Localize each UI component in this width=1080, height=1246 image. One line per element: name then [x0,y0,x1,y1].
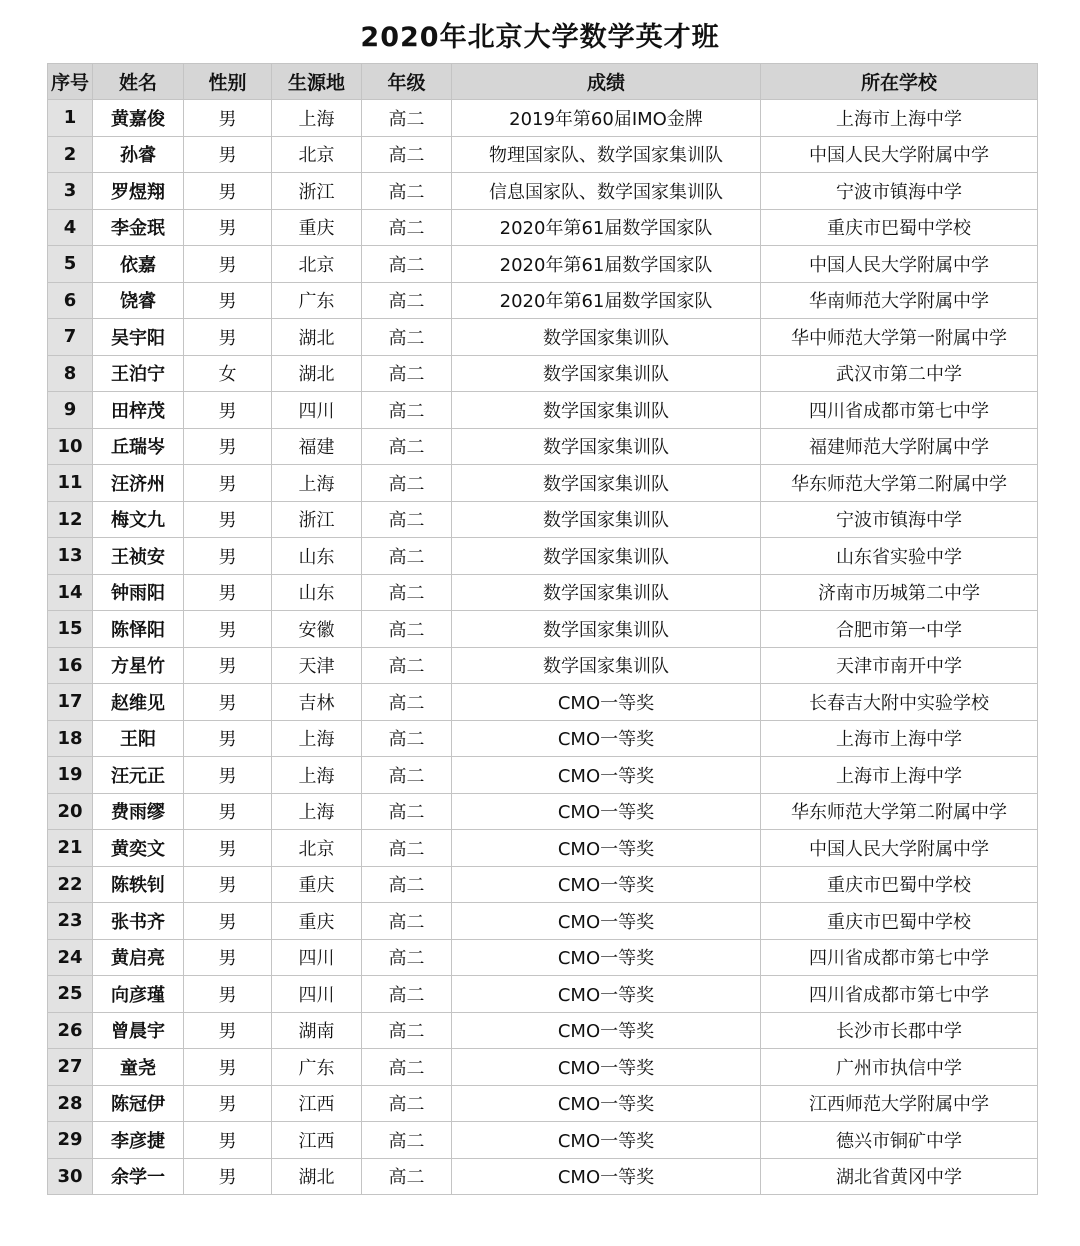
table-row [48,136,1038,173]
table-row [48,611,1038,648]
cell-grade: 高二 [362,720,452,757]
cell-gender: 男 [184,1012,272,1049]
cell-origin: 北京 [272,136,362,173]
cell-name: 费雨缪 [93,793,184,830]
table-row [48,1158,1038,1195]
cell-achievement: 数学国家集训队 [452,465,761,502]
cell-index: 1 [48,100,93,137]
cell-gender: 男 [184,100,272,137]
cell-school: 合肥市第一中学 [761,611,1038,648]
cell-gender: 男 [184,757,272,794]
cell-achievement: 数学国家集训队 [452,538,761,575]
cell-school: 上海市上海中学 [761,757,1038,794]
cell-name: 赵维见 [93,684,184,721]
cell-achievement: 数学国家集训队 [452,647,761,684]
cell-grade: 高二 [362,100,452,137]
cell-gender: 男 [184,720,272,757]
cell-school: 天津市南开中学 [761,647,1038,684]
cell-achievement: 数学国家集训队 [452,501,761,538]
cell-gender: 男 [184,209,272,246]
table-row [48,574,1038,611]
cell-origin: 浙江 [272,501,362,538]
cell-index: 15 [48,611,93,648]
cell-origin: 湖南 [272,1012,362,1049]
cell-achievement: CMO一等奖 [452,903,761,940]
cell-school: 四川省成都市第七中学 [761,976,1038,1013]
cell-origin: 北京 [272,246,362,283]
cell-achievement: 物理国家队、数学国家集训队 [452,136,761,173]
cell-school: 德兴市铜矿中学 [761,1122,1038,1159]
cell-grade: 高二 [362,538,452,575]
cell-name: 孙睿 [93,136,184,173]
cell-index: 5 [48,246,93,283]
cell-achievement: CMO一等奖 [452,1012,761,1049]
cell-origin: 上海 [272,757,362,794]
cell-index: 22 [48,866,93,903]
table-row [48,173,1038,210]
header-grade: 年级 [362,64,452,100]
cell-name: 黄启亮 [93,939,184,976]
cell-school: 重庆市巴蜀中学校 [761,903,1038,940]
cell-grade: 高二 [362,574,452,611]
cell-grade: 高二 [362,939,452,976]
cell-school: 长沙市长郡中学 [761,1012,1038,1049]
cell-name: 李彦捷 [93,1122,184,1159]
cell-gender: 男 [184,903,272,940]
cell-achievement: 数学国家集训队 [452,611,761,648]
cell-index: 16 [48,647,93,684]
cell-grade: 高二 [362,209,452,246]
header-name: 姓名 [93,64,184,100]
cell-gender: 男 [184,647,272,684]
cell-grade: 高二 [362,1122,452,1159]
cell-achievement: 信息国家队、数学国家集训队 [452,173,761,210]
cell-index: 18 [48,720,93,757]
cell-achievement: CMO一等奖 [452,720,761,757]
cell-school: 广州市执信中学 [761,1049,1038,1086]
header-school: 所在学校 [761,64,1038,100]
cell-gender: 男 [184,428,272,465]
cell-grade: 高二 [362,611,452,648]
cell-gender: 男 [184,611,272,648]
cell-index: 9 [48,392,93,429]
cell-achievement: CMO一等奖 [452,757,761,794]
cell-origin: 江西 [272,1085,362,1122]
cell-name: 梅文九 [93,501,184,538]
cell-index: 19 [48,757,93,794]
cell-school: 华东师范大学第二附属中学 [761,465,1038,502]
cell-index: 11 [48,465,93,502]
cell-name: 余学一 [93,1158,184,1195]
cell-school: 华东师范大学第二附属中学 [761,793,1038,830]
cell-school: 中国人民大学附属中学 [761,136,1038,173]
cell-grade: 高二 [362,757,452,794]
student-table [47,63,1038,1195]
cell-gender: 男 [184,830,272,867]
cell-grade: 高二 [362,903,452,940]
cell-origin: 北京 [272,830,362,867]
cell-achievement: 2020年第61届数学国家队 [452,282,761,319]
cell-gender: 男 [184,793,272,830]
cell-index: 21 [48,830,93,867]
cell-achievement: CMO一等奖 [452,793,761,830]
cell-gender: 男 [184,1122,272,1159]
cell-grade: 高二 [362,355,452,392]
cell-grade: 高二 [362,830,452,867]
cell-name: 王阳 [93,720,184,757]
cell-gender: 男 [184,574,272,611]
cell-school: 山东省实验中学 [761,538,1038,575]
cell-gender: 男 [184,173,272,210]
cell-school: 长春吉大附中实验学校 [761,684,1038,721]
cell-gender: 男 [184,684,272,721]
cell-name: 黄嘉俊 [93,100,184,137]
cell-origin: 吉林 [272,684,362,721]
cell-grade: 高二 [362,866,452,903]
cell-school: 福建师范大学附属中学 [761,428,1038,465]
cell-index: 29 [48,1122,93,1159]
cell-grade: 高二 [362,1012,452,1049]
cell-name: 钟雨阳 [93,574,184,611]
cell-name: 丘瑞岑 [93,428,184,465]
cell-gender: 男 [184,538,272,575]
cell-achievement: CMO一等奖 [452,684,761,721]
cell-name: 向彦瑾 [93,976,184,1013]
cell-origin: 四川 [272,976,362,1013]
cell-achievement: CMO一等奖 [452,830,761,867]
cell-index: 13 [48,538,93,575]
table-row [48,976,1038,1013]
cell-index: 6 [48,282,93,319]
cell-index: 25 [48,976,93,1013]
cell-grade: 高二 [362,392,452,429]
cell-grade: 高二 [362,319,452,356]
cell-grade: 高二 [362,684,452,721]
table-row [48,647,1038,684]
cell-origin: 浙江 [272,173,362,210]
cell-index: 10 [48,428,93,465]
table-row [48,793,1038,830]
cell-grade: 高二 [362,976,452,1013]
cell-origin: 上海 [272,793,362,830]
cell-name: 方星竹 [93,647,184,684]
cell-name: 陈冠伊 [93,1085,184,1122]
cell-name: 陈轶钊 [93,866,184,903]
cell-grade: 高二 [362,428,452,465]
cell-school: 华南师范大学附属中学 [761,282,1038,319]
cell-grade: 高二 [362,501,452,538]
table-row [48,538,1038,575]
cell-school: 中国人民大学附属中学 [761,246,1038,283]
cell-index: 20 [48,793,93,830]
table-row [48,757,1038,794]
cell-index: 27 [48,1049,93,1086]
cell-index: 28 [48,1085,93,1122]
cell-gender: 男 [184,282,272,319]
cell-name: 黄奕文 [93,830,184,867]
cell-name: 陈怿阳 [93,611,184,648]
cell-origin: 上海 [272,100,362,137]
table-row [48,100,1038,137]
cell-grade: 高二 [362,465,452,502]
table-body [48,100,1038,1195]
cell-achievement: CMO一等奖 [452,866,761,903]
cell-index: 2 [48,136,93,173]
cell-school: 四川省成都市第七中学 [761,392,1038,429]
table-row [48,1085,1038,1122]
cell-origin: 安徽 [272,611,362,648]
cell-grade: 高二 [362,1158,452,1195]
cell-origin: 广东 [272,282,362,319]
cell-name: 童尧 [93,1049,184,1086]
cell-name: 依嘉 [93,246,184,283]
cell-achievement: 2020年第61届数学国家队 [452,209,761,246]
cell-school: 重庆市巴蜀中学校 [761,209,1038,246]
cell-gender: 男 [184,392,272,429]
table-row [48,1049,1038,1086]
table-row [48,392,1038,429]
header-origin: 生源地 [272,64,362,100]
cell-school: 重庆市巴蜀中学校 [761,866,1038,903]
cell-index: 3 [48,173,93,210]
cell-school: 华中师范大学第一附属中学 [761,319,1038,356]
table-row [48,830,1038,867]
cell-achievement: CMO一等奖 [452,976,761,1013]
cell-name: 吴宇阳 [93,319,184,356]
cell-gender: 男 [184,866,272,903]
cell-index: 30 [48,1158,93,1195]
table-row [48,209,1038,246]
cell-school: 江西师范大学附属中学 [761,1085,1038,1122]
cell-school: 宁波市镇海中学 [761,173,1038,210]
table-row [48,355,1038,392]
cell-name: 罗煜翔 [93,173,184,210]
cell-grade: 高二 [362,173,452,210]
cell-origin: 重庆 [272,209,362,246]
cell-achievement: CMO一等奖 [452,1085,761,1122]
cell-achievement: 数学国家集训队 [452,392,761,429]
cell-achievement: 数学国家集训队 [452,428,761,465]
cell-origin: 重庆 [272,903,362,940]
cell-achievement: CMO一等奖 [452,1049,761,1086]
cell-origin: 重庆 [272,866,362,903]
cell-gender: 男 [184,501,272,538]
cell-origin: 山东 [272,538,362,575]
table-row [48,465,1038,502]
table-row [48,246,1038,283]
cell-origin: 江西 [272,1122,362,1159]
cell-name: 曾晨宇 [93,1012,184,1049]
table-row [48,866,1038,903]
cell-achievement: 2020年第61届数学国家队 [452,246,761,283]
cell-index: 4 [48,209,93,246]
cell-origin: 湖北 [272,355,362,392]
cell-gender: 男 [184,319,272,356]
cell-grade: 高二 [362,246,452,283]
cell-achievement: CMO一等奖 [452,1158,761,1195]
cell-index: 17 [48,684,93,721]
cell-achievement: 2019年第60届IMO金牌 [452,100,761,137]
cell-origin: 广东 [272,1049,362,1086]
page-title: 2020年北京大学数学英才班 [360,22,720,53]
cell-origin: 四川 [272,939,362,976]
table-row [48,684,1038,721]
cell-gender: 女 [184,355,272,392]
table-row [48,903,1038,940]
cell-school: 四川省成都市第七中学 [761,939,1038,976]
cell-grade: 高二 [362,793,452,830]
cell-index: 7 [48,319,93,356]
cell-grade: 高二 [362,1085,452,1122]
table-row [48,501,1038,538]
cell-index: 26 [48,1012,93,1049]
cell-gender: 男 [184,976,272,1013]
cell-index: 12 [48,501,93,538]
cell-gender: 男 [184,246,272,283]
cell-gender: 男 [184,136,272,173]
cell-grade: 高二 [362,136,452,173]
header-achievement: 成绩 [452,64,761,100]
cell-grade: 高二 [362,282,452,319]
cell-name: 田梓茂 [93,392,184,429]
cell-origin: 山东 [272,574,362,611]
cell-origin: 湖北 [272,319,362,356]
cell-name: 王祯安 [93,538,184,575]
cell-index: 14 [48,574,93,611]
cell-school: 武汉市第二中学 [761,355,1038,392]
cell-index: 24 [48,939,93,976]
cell-school: 上海市上海中学 [761,720,1038,757]
cell-name: 汪元正 [93,757,184,794]
cell-origin: 上海 [272,465,362,502]
table-row [48,939,1038,976]
cell-name: 张书齐 [93,903,184,940]
cell-origin: 福建 [272,428,362,465]
cell-gender: 男 [184,939,272,976]
cell-gender: 男 [184,1158,272,1195]
cell-origin: 四川 [272,392,362,429]
cell-achievement: CMO一等奖 [452,1122,761,1159]
cell-achievement: 数学国家集训队 [452,574,761,611]
table-row [48,720,1038,757]
cell-name: 李金珉 [93,209,184,246]
table-row [48,1122,1038,1159]
table-row [48,319,1038,356]
cell-origin: 湖北 [272,1158,362,1195]
table-row [48,428,1038,465]
table-row [48,282,1038,319]
cell-school: 上海市上海中学 [761,100,1038,137]
cell-gender: 男 [184,1049,272,1086]
cell-index: 8 [48,355,93,392]
cell-gender: 男 [184,465,272,502]
cell-name: 汪济州 [93,465,184,502]
cell-achievement: 数学国家集训队 [452,319,761,356]
cell-gender: 男 [184,1085,272,1122]
cell-name: 饶睿 [93,282,184,319]
cell-origin: 天津 [272,647,362,684]
cell-index: 23 [48,903,93,940]
table-row [48,1012,1038,1049]
cell-school: 中国人民大学附属中学 [761,830,1038,867]
cell-school: 济南市历城第二中学 [761,574,1038,611]
cell-grade: 高二 [362,647,452,684]
cell-school: 湖北省黄冈中学 [761,1158,1038,1195]
cell-origin: 上海 [272,720,362,757]
cell-achievement: CMO一等奖 [452,939,761,976]
header-row [48,64,1038,100]
cell-achievement: 数学国家集训队 [452,355,761,392]
header-index: 序号 [48,64,93,100]
cell-grade: 高二 [362,1049,452,1086]
cell-name: 王泊宁 [93,355,184,392]
cell-school: 宁波市镇海中学 [761,501,1038,538]
table-header [48,64,1038,100]
header-gender: 性别 [184,64,272,100]
